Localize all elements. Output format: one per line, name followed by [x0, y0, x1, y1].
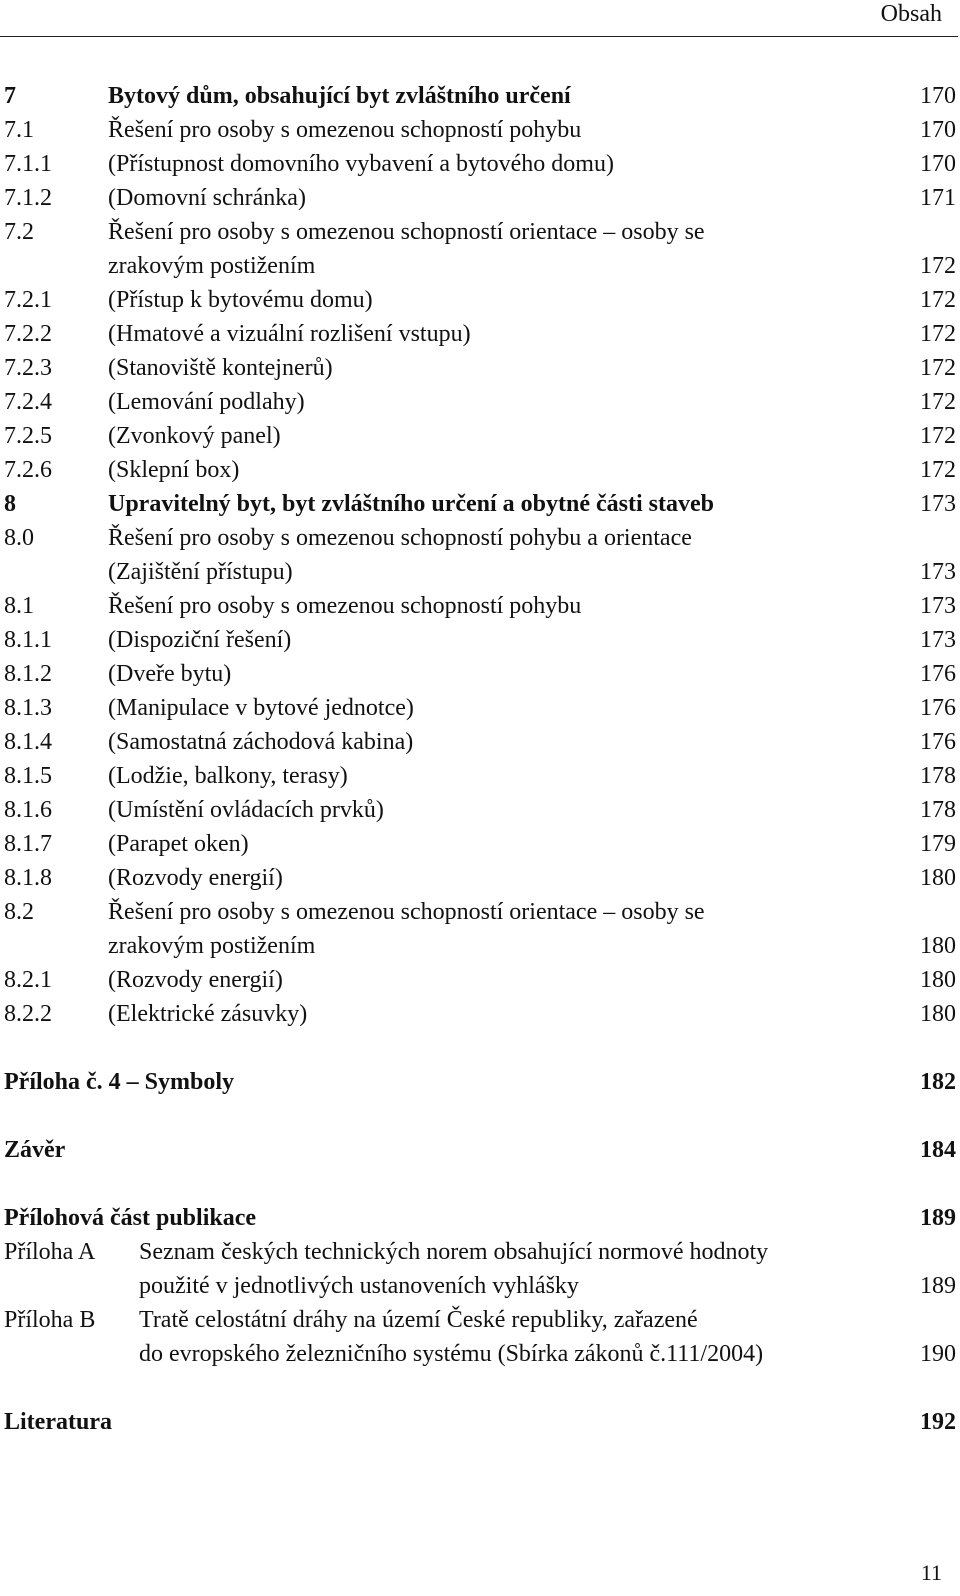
toc-entry-title: (Rozvody energií) [108, 967, 283, 993]
toc-entry-label: Příloha A [4, 1239, 96, 1265]
toc-entry-8-1-7 [4, 827, 956, 861]
toc-entry-title-line-2: použité v jednotlivých ustanoveních vyhlášky [139, 1273, 579, 1299]
toc-entry-7-1-2 [4, 181, 956, 215]
section-spacer [4, 1167, 956, 1201]
toc-entry-priloha-b [4, 1303, 956, 1337]
toc-entry-number: 7.1.2 [4, 185, 52, 211]
toc-entry-7-2 [4, 215, 956, 249]
toc-entry-7-1 [4, 113, 956, 147]
toc-entry-number: 8.1.3 [4, 695, 52, 721]
toc-entry-page: 171 [920, 185, 956, 211]
toc-entry-8-2-1 [4, 963, 956, 997]
toc-entry-number: 7.2.5 [4, 423, 52, 449]
toc-entry-priloha-b-continued [4, 1337, 956, 1371]
toc-entry-title: Literatura [4, 1409, 112, 1435]
toc-entry-title-line-1: Seznam českých technických norem obsahující normové hodnoty [139, 1239, 769, 1265]
toc-entry-title: (Samostatná záchodová kabina) [108, 729, 414, 755]
toc-entry-page: 170 [920, 83, 956, 109]
toc-entry-title: (Umístění ovládacích prvků) [108, 797, 384, 823]
toc-entry-page: 176 [920, 729, 956, 755]
toc-entry-page: 184 [920, 1137, 956, 1163]
toc-entry-title: (Zvonkový panel) [108, 423, 281, 449]
toc-entry-title-line-2: zrakovým postižením [108, 933, 316, 959]
toc-entry-title: (Dveře bytu) [108, 661, 232, 687]
toc-entry-page: 179 [920, 831, 956, 857]
toc-entry-zaver [4, 1133, 956, 1167]
toc-entry-page: 170 [920, 151, 956, 177]
toc-entry-number: 7.2.2 [4, 321, 52, 347]
toc-entry-number: 7.1 [4, 117, 34, 143]
toc-entry-label: Příloha B [4, 1307, 96, 1333]
toc-entry-number: 7.2.4 [4, 389, 52, 415]
toc-entry-title-line-2: do evropského železničního systému (Sbírka zákonů č.111/2004) [139, 1341, 764, 1367]
toc-entry-page: 172 [920, 457, 956, 483]
toc-entry-title-line-1: Tratě celostátní dráhy na území České republiky, zařazené [139, 1307, 698, 1333]
toc-entry-page: 172 [920, 389, 956, 415]
toc-entry-8-2-2 [4, 997, 956, 1031]
toc-entry-title: (Lodžie, balkony, terasy) [108, 763, 348, 789]
toc-entry-title: Příloha č. 4 – Symboly [4, 1069, 235, 1095]
toc-entry-prilohova-cast [4, 1201, 956, 1235]
toc-entry-7-2-2 [4, 317, 956, 351]
toc-entry-7-2-5 [4, 419, 956, 453]
toc-entry-title: (Hmatové a vizuální rozlišení vstupu) [108, 321, 471, 347]
toc-entry-8-1-3 [4, 691, 956, 725]
toc-entry-8-1-8 [4, 861, 956, 895]
toc-entry-title: (Domovní schránka) [108, 185, 306, 211]
toc-entry-number: 7.2 [4, 219, 34, 245]
section-spacer [4, 1099, 956, 1133]
toc-entry-title-line-2: (Zajištění přístupu) [108, 559, 293, 585]
toc-entry-title: (Manipulace v bytové jednotce) [108, 695, 414, 721]
toc-entry-7-2-4 [4, 385, 956, 419]
toc-entry-number: 8.1.4 [4, 729, 52, 755]
running-header-title: Obsah [880, 1, 942, 27]
toc-entry-title: Závěr [4, 1137, 66, 1163]
toc-entry-page: 173 [920, 627, 956, 653]
toc-entry-page: 172 [920, 287, 956, 313]
toc-entry-number: 8.1.5 [4, 763, 52, 789]
toc-entry-title: (Dispoziční řešení) [108, 627, 292, 653]
toc-entry-number: 8.1 [4, 593, 34, 619]
header-rule [0, 36, 958, 37]
toc-entry-8-1-4 [4, 725, 956, 759]
toc-entry-title: (Přístup k bytovému domu) [108, 287, 373, 313]
toc-entry-title: (Rozvody energií) [108, 865, 283, 891]
section-spacer [4, 1371, 956, 1405]
toc-entry-title-line-1: Řešení pro osoby s omezenou schopností pohybu a orientace [108, 525, 692, 551]
toc-entry-page: 190 [920, 1341, 956, 1367]
toc-entry-chapter-8 [4, 487, 956, 521]
toc-entry-number: 7.1.1 [4, 151, 52, 177]
toc-entry-title: (Lemování podlahy) [108, 389, 305, 415]
toc-entry-title: Bytový dům, obsahující byt zvláštního určení [108, 83, 571, 109]
toc-entry-title: Řešení pro osoby s omezenou schopností pohybu [108, 593, 582, 619]
toc-entry-7-2-continued [4, 249, 956, 283]
toc-entry-page: 176 [920, 695, 956, 721]
toc-entry-number: 7.2.3 [4, 355, 52, 381]
toc-entry-number: 8.0 [4, 525, 34, 551]
toc-entry-number: 8.1.6 [4, 797, 52, 823]
toc-entry-page: 189 [920, 1273, 956, 1299]
toc-entry-page: 180 [920, 865, 956, 891]
toc-entry-number: 7 [4, 83, 16, 109]
toc-entry-title: (Parapet oken) [108, 831, 249, 857]
toc-entry-number: 8.1.2 [4, 661, 52, 687]
toc-entry-number: 7.2.6 [4, 457, 52, 483]
toc-entry-page: 173 [920, 559, 956, 585]
toc-entry-7-2-1 [4, 283, 956, 317]
page-number: 11 [920, 1560, 942, 1585]
toc-entry-title: (Stanoviště kontejnerů) [108, 355, 333, 381]
section-spacer [4, 1031, 956, 1065]
toc-entry-chapter-7 [4, 79, 956, 113]
toc-entry-number: 8 [4, 491, 16, 517]
toc-entry-title: Upravitelný byt, byt zvláštního určení a obytné části staveb [108, 491, 714, 517]
toc-entry-7-2-6 [4, 453, 956, 487]
toc-entry-number: 8.2 [4, 899, 34, 925]
toc-entry-page: 180 [920, 967, 956, 993]
toc-entry-8-0-continued [4, 555, 956, 589]
toc-entry-8-2 [4, 895, 956, 929]
toc-entry-number: 7.2.1 [4, 287, 52, 313]
toc-entry-page: 189 [920, 1205, 956, 1231]
toc-entry-page: 180 [920, 1001, 956, 1027]
toc-entry-8-1 [4, 589, 956, 623]
toc-entry-8-2-continued [4, 929, 956, 963]
toc-entry-priloha-a-continued [4, 1269, 956, 1303]
toc-entry-page: 172 [920, 423, 956, 449]
toc-entry-title-line-1: Řešení pro osoby s omezenou schopností orientace – osoby se [108, 219, 705, 245]
toc-entry-literatura [4, 1405, 956, 1439]
toc-entry-8-1-2 [4, 657, 956, 691]
toc-entry-title-line-1: Řešení pro osoby s omezenou schopností orientace – osoby se [108, 899, 705, 925]
toc-entry-number: 8.2.2 [4, 1001, 52, 1027]
toc-entry-title: (Sklepní box) [108, 457, 240, 483]
toc-entry-7-2-3 [4, 351, 956, 385]
toc-entry-8-1-5 [4, 759, 956, 793]
toc-entry-page: 180 [920, 933, 956, 959]
toc-entry-title: (Přístupnost domovního vybavení a bytového domu) [108, 151, 614, 177]
toc-entry-title-line-2: zrakovým postižením [108, 253, 316, 279]
toc-entry-8-1-6 [4, 793, 956, 827]
toc-entry-page: 178 [920, 797, 956, 823]
toc-entry-title: (Elektrické zásuvky) [108, 1001, 308, 1027]
toc-entry-7-1-1 [4, 147, 956, 181]
toc-entry-number: 8.1.1 [4, 627, 52, 653]
toc-entry-page: 176 [920, 661, 956, 687]
toc-entry-page: 173 [920, 593, 956, 619]
toc-entry-title: Řešení pro osoby s omezenou schopností pohybu [108, 117, 582, 143]
toc-entry-priloha-a [4, 1235, 956, 1269]
toc-entry-page: 172 [920, 355, 956, 381]
toc-entry-page: 173 [920, 491, 956, 517]
toc-entry-page: 172 [920, 321, 956, 347]
toc-entry-page: 170 [920, 117, 956, 143]
toc-entry-number: 8.1.8 [4, 865, 52, 891]
toc-entry-priloha-4 [4, 1065, 956, 1099]
toc-entry-number: 8.1.7 [4, 831, 52, 857]
toc-entry-number: 8.2.1 [4, 967, 52, 993]
toc-entry-8-1-1 [4, 623, 956, 657]
toc-entry-page: 178 [920, 763, 956, 789]
toc-entry-page: 182 [920, 1069, 956, 1095]
toc-entry-page: 192 [920, 1409, 956, 1435]
toc-entry-8-0 [4, 521, 956, 555]
table-of-contents [4, 79, 956, 1439]
toc-entry-title: Přílohová část publikace [4, 1205, 257, 1231]
toc-entry-page: 172 [920, 253, 956, 279]
